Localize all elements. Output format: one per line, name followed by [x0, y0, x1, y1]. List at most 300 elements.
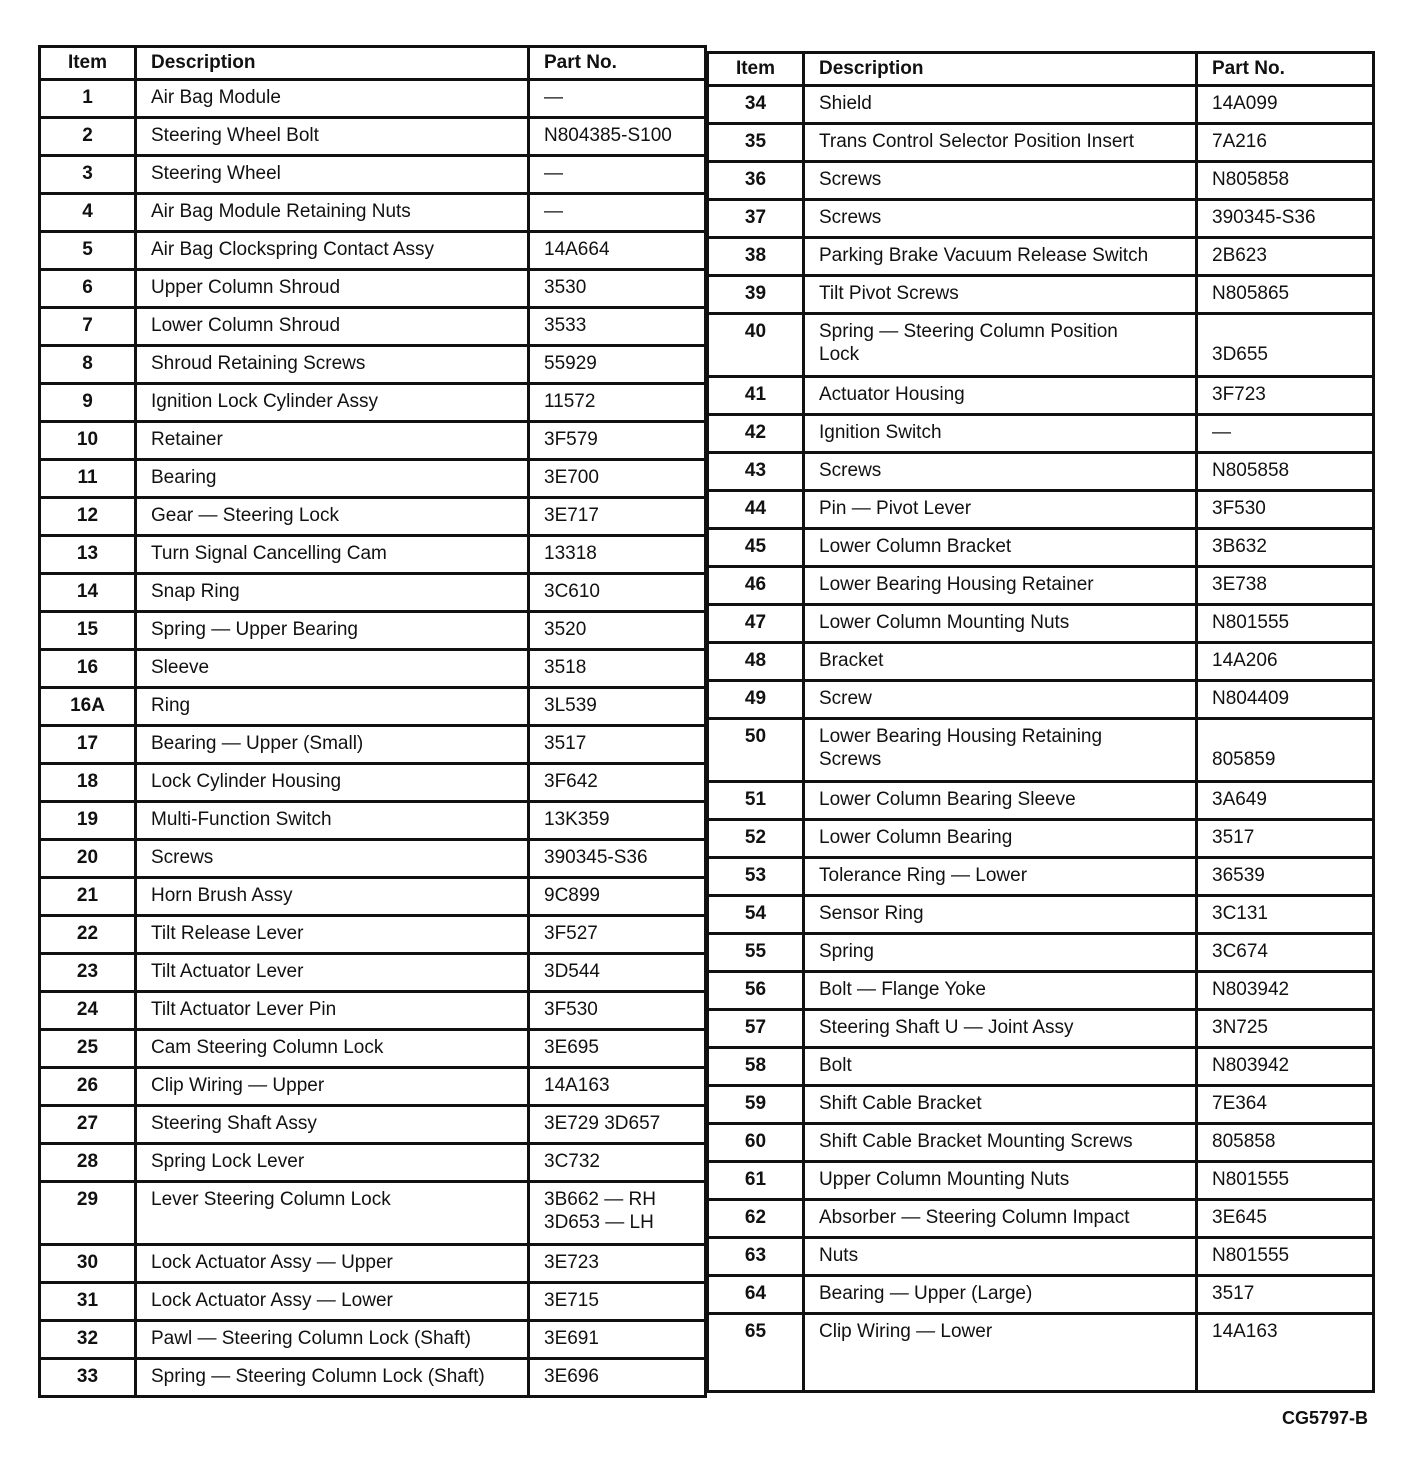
cell-item [708, 162, 804, 200]
cell-item [40, 498, 136, 536]
cell-item-text: 58 [744, 1055, 767, 1076]
cell-item-text: 8 [82, 353, 93, 374]
cell-part-no-text: 3L539 [544, 695, 597, 716]
cell-description-text: Tilt Actuator Lever [151, 961, 304, 982]
cell-description [136, 612, 529, 650]
table-row [40, 1359, 706, 1397]
cell-part-no [529, 498, 706, 536]
cell-part-no-text: 7A216 [1212, 131, 1267, 152]
cell-part-no-text: N804385-S100 [544, 125, 672, 146]
header-item: Item [40, 47, 136, 80]
cell-item-text: 56 [744, 979, 767, 1000]
table-row [40, 764, 706, 802]
table-row [708, 719, 1374, 782]
cell-part-no [1197, 605, 1374, 643]
cell-part-no [529, 270, 706, 308]
cell-item [708, 820, 804, 858]
cell-description [136, 422, 529, 460]
table-row [40, 232, 706, 270]
cell-item [40, 802, 136, 840]
cell-item-text: 59 [744, 1093, 767, 1114]
cell-part-no-text: N805858 [1212, 460, 1290, 481]
cell-item-text: 28 [76, 1151, 99, 1172]
cell-part-no [1197, 567, 1374, 605]
cell-part-no-text: 3F642 [544, 771, 598, 792]
cell-part-no [529, 612, 706, 650]
cell-part-no-text: 3N725 [1212, 1017, 1268, 1038]
cell-item [708, 238, 804, 276]
cell-item [40, 536, 136, 574]
cell-part-no-text: 3E695 [544, 1037, 599, 1058]
cell-description-text: Shield [819, 93, 872, 114]
cell-part-no [529, 1245, 706, 1283]
cell-item-text: 54 [744, 903, 767, 924]
cell-description-text: Lower Bearing Housing Retaining Screws [819, 726, 1103, 770]
cell-item [708, 491, 804, 529]
cell-item-text: 14 [76, 581, 99, 602]
cell-part-no-text: 3E729 3D657 [544, 1113, 661, 1134]
cell-part-no [1197, 238, 1374, 276]
table-row [708, 1086, 1374, 1124]
cell-part-no-text: 3C131 [1212, 903, 1268, 924]
cell-item-text: 61 [744, 1169, 767, 1190]
cell-part-no [1197, 200, 1374, 238]
cell-description [136, 764, 529, 802]
cell-description-text: Lower Column Bearing Sleeve [819, 789, 1076, 810]
table-row [708, 162, 1374, 200]
cell-description-text: Shroud Retaining Screws [151, 353, 366, 374]
table-row [40, 308, 706, 346]
table-row [40, 1030, 706, 1068]
cell-item-text: 51 [744, 789, 767, 810]
cell-part-no [1197, 972, 1374, 1010]
cell-part-no [1197, 1276, 1374, 1314]
cell-item [40, 384, 136, 422]
cell-part-no [529, 916, 706, 954]
cell-item [708, 415, 804, 453]
cell-item-text: 32 [76, 1328, 99, 1349]
cell-description-text: Gear — Steering Lock [151, 505, 339, 526]
cell-description [804, 86, 1197, 124]
cell-part-no [1197, 1010, 1374, 1048]
cell-description [804, 377, 1197, 415]
cell-item-text: 17 [76, 733, 99, 754]
parts-table-right-body [708, 86, 1374, 1392]
table-row [40, 916, 706, 954]
cell-item [708, 86, 804, 124]
cell-item-text: 24 [76, 999, 99, 1020]
cell-description [136, 1321, 529, 1359]
cell-item [708, 1314, 804, 1392]
cell-item [708, 1010, 804, 1048]
cell-description [804, 934, 1197, 972]
cell-item [40, 80, 136, 118]
cell-item [40, 688, 136, 726]
cell-description [136, 460, 529, 498]
cell-part-no [1197, 820, 1374, 858]
cell-item-text: 62 [744, 1207, 767, 1228]
cell-item [708, 1162, 804, 1200]
cell-description [804, 1048, 1197, 1086]
cell-part-no [1197, 529, 1374, 567]
cell-part-no-text: 390345-S36 [1212, 207, 1316, 228]
cell-description [136, 650, 529, 688]
cell-description [136, 118, 529, 156]
cell-item-text: 52 [744, 827, 767, 848]
cell-part-no-text: 3B662 — RH 3D653 — LH [544, 1189, 656, 1233]
cell-part-no [1197, 1314, 1374, 1392]
cell-description [804, 896, 1197, 934]
cell-item [40, 1359, 136, 1397]
cell-part-no [529, 1068, 706, 1106]
table-row [40, 118, 706, 156]
cell-part-no [1197, 1048, 1374, 1086]
cell-part-no-text: — [544, 87, 563, 108]
cell-item-text: 63 [744, 1245, 767, 1266]
cell-part-no [529, 1359, 706, 1397]
cell-description [804, 858, 1197, 896]
cell-item [40, 422, 136, 460]
cell-description-text: Lock Actuator Assy — Upper [151, 1252, 393, 1273]
cell-item [708, 453, 804, 491]
cell-part-no-text: 390345-S36 [544, 847, 648, 868]
cell-part-no-text: 3517 [1212, 1283, 1255, 1304]
cell-part-no [1197, 1162, 1374, 1200]
cell-description [804, 643, 1197, 681]
cell-item [40, 878, 136, 916]
cell-part-no-text: 11572 [544, 391, 596, 412]
cell-description-text: Shift Cable Bracket Mounting Screws [819, 1131, 1133, 1152]
cell-item-text: 46 [744, 574, 767, 595]
cell-item-text: 30 [76, 1252, 99, 1273]
cell-description-text: Spring — Steering Column Lock (Shaft) [151, 1366, 485, 1387]
table-row [40, 726, 706, 764]
cell-item-text: 26 [76, 1075, 99, 1096]
cell-part-no [529, 650, 706, 688]
cell-item [708, 858, 804, 896]
header-description: Description [136, 47, 529, 80]
cell-description-text: Turn Signal Cancelling Cam [151, 543, 387, 564]
cell-description [804, 529, 1197, 567]
cell-description-text: Pawl — Steering Column Lock (Shaft) [151, 1328, 471, 1349]
cell-description-text: Retainer [151, 429, 223, 450]
cell-description [804, 415, 1197, 453]
cell-part-no [1197, 1124, 1374, 1162]
cell-description [136, 802, 529, 840]
cell-description-text: Parking Brake Vacuum Release Switch [819, 245, 1149, 266]
cell-description [804, 1314, 1197, 1392]
cell-description-text: Bolt — Flange Yoke [819, 979, 986, 1000]
cell-item [40, 650, 136, 688]
table-row [708, 453, 1374, 491]
cell-part-no [529, 840, 706, 878]
cell-item-text: 11 [77, 467, 98, 488]
cell-description-text: Steering Wheel Bolt [151, 125, 319, 146]
cell-description [804, 1276, 1197, 1314]
table-row [708, 491, 1374, 529]
cell-item-text: 12 [76, 505, 99, 526]
cell-part-no [1197, 896, 1374, 934]
cell-description [136, 916, 529, 954]
cell-item [708, 972, 804, 1010]
cell-part-no [1197, 276, 1374, 314]
cell-item-text: 40 [744, 321, 767, 342]
cell-part-no-text: 3E738 [1212, 574, 1267, 595]
cell-item [40, 574, 136, 612]
cell-item-text: 57 [744, 1017, 767, 1038]
cell-item [708, 314, 804, 377]
cell-item-text: 16 [76, 657, 99, 678]
cell-description [136, 1359, 529, 1397]
cell-item-text: 13 [76, 543, 99, 564]
cell-part-no [529, 232, 706, 270]
parts-table-left-body [40, 80, 706, 1397]
cell-item [40, 726, 136, 764]
cell-description-text: Tilt Release Lever [151, 923, 304, 944]
parts-table-left [38, 45, 707, 1398]
cell-description [136, 1106, 529, 1144]
table-row [708, 1010, 1374, 1048]
cell-description [136, 1144, 529, 1182]
cell-part-no [1197, 643, 1374, 681]
cell-description [804, 162, 1197, 200]
header-description: Description [804, 53, 1197, 86]
cell-part-no-text: 3C674 [1212, 941, 1268, 962]
cell-description-text: Screw [819, 688, 872, 709]
cell-part-no-text: 55929 [544, 353, 597, 374]
cell-part-no-text: 14A099 [1212, 93, 1278, 114]
cell-description [804, 200, 1197, 238]
cell-item-text: 53 [744, 865, 767, 886]
cell-item-text: 49 [744, 688, 767, 709]
cell-part-no-text: N804409 [1212, 688, 1290, 709]
cell-part-no [529, 764, 706, 802]
cell-description-text: Snap Ring [151, 581, 240, 602]
cell-part-no-text: 3C610 [544, 581, 600, 602]
cell-part-no-text: 3533 [544, 315, 587, 336]
header-item: Item [708, 53, 804, 86]
cell-item-text: 23 [76, 961, 99, 982]
header-row [40, 47, 706, 80]
cell-description [804, 124, 1197, 162]
cell-description [136, 992, 529, 1030]
cell-part-no-text: 13K359 [544, 809, 610, 830]
cell-item-text: 35 [744, 131, 767, 152]
cell-item-text: 64 [744, 1283, 767, 1304]
cell-part-no-text: 14A163 [544, 1075, 610, 1096]
cell-part-no-text: 3C732 [544, 1151, 600, 1172]
cell-description-text: Lock Cylinder Housing [151, 771, 342, 792]
table-row [708, 1276, 1374, 1314]
cell-part-no-text: N805858 [1212, 169, 1290, 190]
cell-description [136, 232, 529, 270]
cell-description [804, 1124, 1197, 1162]
cell-description [804, 491, 1197, 529]
cell-item [708, 276, 804, 314]
cell-part-no-text: 3F527 [544, 923, 598, 944]
cell-part-no [1197, 681, 1374, 719]
cell-part-no-text: 14A206 [1212, 650, 1278, 671]
table-row [708, 238, 1374, 276]
cell-description-text: Screws [819, 169, 882, 190]
table-row [708, 782, 1374, 820]
table-row [708, 567, 1374, 605]
cell-item-text: 43 [744, 460, 767, 481]
cell-part-no [529, 80, 706, 118]
cell-item-text: 36 [744, 169, 767, 190]
cell-part-no-text: 2B623 [1212, 245, 1267, 266]
cell-part-no [1197, 86, 1374, 124]
cell-part-no [529, 726, 706, 764]
cell-part-no [529, 1283, 706, 1321]
table-row [40, 1321, 706, 1359]
table-row [708, 605, 1374, 643]
cell-description-text: Pin — Pivot Lever [819, 498, 972, 519]
cell-description-text: Air Bag Clockspring Contact Assy [151, 239, 435, 260]
cell-description [804, 719, 1197, 782]
cell-part-no-text: 3E691 [544, 1328, 599, 1349]
table-row [40, 536, 706, 574]
cell-part-no [529, 802, 706, 840]
cell-item-text: 21 [76, 885, 99, 906]
table-row [708, 820, 1374, 858]
cell-description [136, 954, 529, 992]
cell-description-text: Steering Wheel [151, 163, 281, 184]
cell-item [708, 529, 804, 567]
cell-description [804, 276, 1197, 314]
table-row [708, 276, 1374, 314]
table-row [708, 681, 1374, 719]
cell-description-text: Clip Wiring — Lower [819, 1321, 993, 1342]
table-row [708, 1048, 1374, 1086]
cell-description [804, 1200, 1197, 1238]
cell-part-no-text: 14A664 [544, 239, 610, 260]
cell-item-text: 42 [744, 422, 767, 443]
cell-description [804, 972, 1197, 1010]
cell-description-text: Lower Column Mounting Nuts [819, 612, 1070, 633]
cell-part-no [529, 460, 706, 498]
table-row [708, 200, 1374, 238]
table-row [708, 124, 1374, 162]
table-row [40, 878, 706, 916]
cell-description-text: Absorber — Steering Column Impact [819, 1207, 1130, 1228]
cell-description-text: Steering Shaft U — Joint Assy [819, 1017, 1074, 1038]
cell-part-no-text: 3E700 [544, 467, 599, 488]
cell-description-text: Screws [819, 460, 882, 481]
table-row [40, 992, 706, 1030]
cell-item [708, 605, 804, 643]
table-row [40, 346, 706, 384]
cell-part-no [529, 156, 706, 194]
cell-description-text: Spring [819, 941, 874, 962]
table-row [40, 270, 706, 308]
cell-part-no-text: 3D655 [1212, 344, 1268, 365]
cell-description-text: Cam Steering Column Lock [151, 1037, 384, 1058]
cell-part-no-text: 3F579 [544, 429, 598, 450]
cell-item-text: 1 [82, 87, 93, 108]
cell-part-no [1197, 719, 1374, 782]
cell-item-text: 10 [76, 429, 99, 450]
cell-item [40, 1030, 136, 1068]
cell-part-no [529, 1144, 706, 1182]
table-row [708, 415, 1374, 453]
cell-description-text: Tolerance Ring — Lower [819, 865, 1028, 886]
cell-item-text: 7 [82, 315, 93, 336]
cell-item [708, 643, 804, 681]
cell-item-text: 3 [82, 163, 93, 184]
cell-description [804, 1162, 1197, 1200]
cell-description-text: Nuts [819, 1245, 859, 1266]
cell-item [40, 346, 136, 384]
cell-item [708, 377, 804, 415]
cell-part-no [529, 1030, 706, 1068]
cell-part-no-text: 3D544 [544, 961, 600, 982]
cell-item-text: 2 [82, 125, 93, 146]
cell-item [708, 1276, 804, 1314]
table-row [708, 1162, 1374, 1200]
table-row [40, 384, 706, 422]
cell-description-text: Actuator Housing [819, 384, 965, 405]
cell-item-text: 15 [76, 619, 99, 640]
cell-description [136, 384, 529, 422]
cell-part-no [529, 1182, 706, 1245]
table-row [708, 972, 1374, 1010]
cell-item [708, 124, 804, 162]
table-row [708, 896, 1374, 934]
table-row [40, 422, 706, 460]
cell-part-no-text: 3520 [544, 619, 587, 640]
cell-description [136, 726, 529, 764]
cell-item-text: 45 [744, 536, 767, 557]
cell-part-no-text: N803942 [1212, 979, 1290, 1000]
cell-part-no [529, 574, 706, 612]
cell-part-no [1197, 124, 1374, 162]
cell-description [136, 878, 529, 916]
cell-part-no-text: 3530 [544, 277, 587, 298]
cell-item-text: 50 [744, 726, 767, 747]
cell-part-no-text: 3E696 [544, 1366, 599, 1387]
cell-item [40, 1321, 136, 1359]
cell-part-no [1197, 453, 1374, 491]
cell-description-text: Lock Actuator Assy — Lower [151, 1290, 393, 1311]
cell-part-no [529, 194, 706, 232]
cell-item [708, 934, 804, 972]
cell-part-no [529, 1106, 706, 1144]
cell-part-no [529, 878, 706, 916]
cell-part-no-text: 13318 [544, 543, 597, 564]
table-row [40, 1106, 706, 1144]
cell-part-no-text: 3F723 [1212, 384, 1266, 405]
cell-item [40, 954, 136, 992]
cell-item [40, 460, 136, 498]
cell-part-no-text: — [1212, 422, 1231, 443]
cell-part-no-text: 805858 [1212, 1131, 1276, 1152]
cell-part-no [529, 422, 706, 460]
cell-description [136, 1283, 529, 1321]
cell-description-text: Ring [151, 695, 191, 716]
cell-item [708, 1086, 804, 1124]
cell-item [40, 916, 136, 954]
cell-part-no-text: N801555 [1212, 1169, 1290, 1190]
cell-description [136, 194, 529, 232]
cell-item-text: 20 [76, 847, 99, 868]
cell-description-text: Screws [151, 847, 214, 868]
cell-part-no [1197, 314, 1374, 377]
cell-part-no-text: N801555 [1212, 612, 1290, 633]
header-part-no: Part No. [1197, 53, 1374, 86]
cell-part-no-text: 3E645 [1212, 1207, 1267, 1228]
cell-item-text: 48 [744, 650, 767, 671]
